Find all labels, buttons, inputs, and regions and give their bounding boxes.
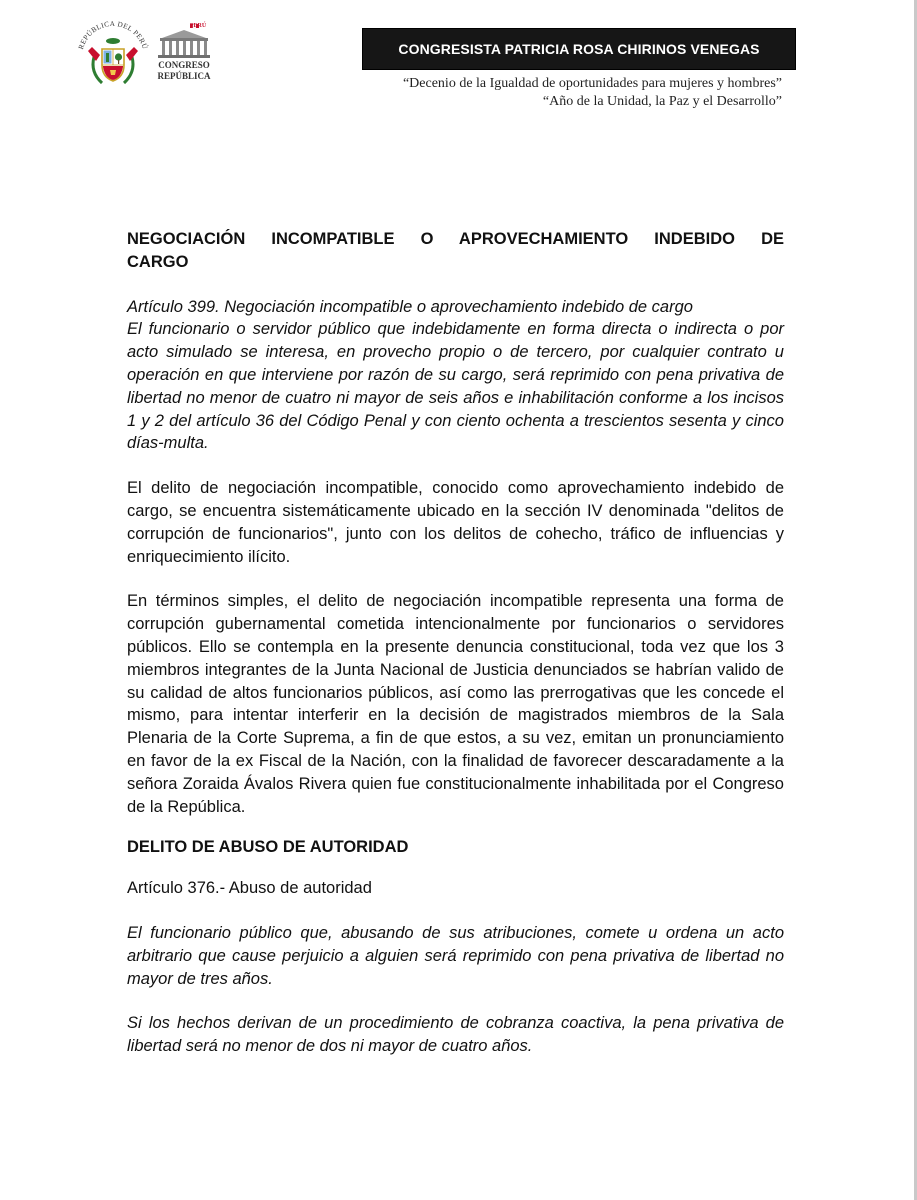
congress-building-icon (152, 24, 216, 58)
section-heading-abuso-autoridad: DELITO DE ABUSO DE AUTORIDAD (127, 838, 409, 857)
article-376-title: Artículo 376.- Abuso de autoridad (127, 879, 372, 898)
paragraph-terminos-simples: En términos simples, el delito de negociación incompatible representa una forma de corrupción gubernamental cometida intencionalmente por funcionarios o servidores públicos. Ello se contempla en la presente denuncia constitucional, toda vez que los 3 miembros integrantes de la Junta Nacional de Justicia denunciados se habrían valido de su calidad de altos funcionarios públicos, así como las prerrogativas que les concede el mismo, para intentar interferir en la decisión de magistrados miembros de la Sala Plenaria de la Corte Suprema, a fin de que estos, a su vez, emitan un pronunciamiento en favor de la ex Fiscal de la Nación, con la finalidad de favorecer descaradamente a la señora Zoraida Ávalos Rivera quien fue constitucionalmente inhabilitada por el Congreso de la República. (127, 592, 784, 816)
congress-logo-line1: CONGRESO (158, 60, 210, 70)
motto-anio: “Año de la Unidad, la Paz y el Desarrollo” (542, 94, 782, 109)
crest-text: REPÚBLICA DEL PERÚ (77, 19, 149, 51)
article-376-text-1: El funcionario público que, abusando de sus atribuciones, comete u ordena un acto arbitrario que cause perjuicio a alguien será reprimido con pena privativa de libertad no mayor de tres años. (127, 923, 784, 988)
article-399-title: Artículo 399. Negociación incompatible o aprovechamiento indebido de cargo (127, 297, 693, 316)
paragraph-delito-negociacion: El delito de negociación incompatible, conocido como aprovechamiento indebido de cargo, se encuentra sistemáticamente ubicado en la sección IV denominada "delitos de corrupción de funcionarios", junto con los delitos de cohecho, tráfico de influencias y enriquecimiento ilícito. (127, 479, 784, 566)
article-376-text-2: Si los hechos derivan de un procedimiento de cobranza coactiva, la pena privativa de libertad será no menor de dos ni mayor de cuatro años. (127, 1014, 784, 1056)
article-399-text: El funcionario o servidor público que indebidamente en forma directa o indirecta o por acto simulado se interesa, en provecho propio o de tercero, por cualquier contrato u operación en que interviene por razón de su cargo, será reprimido con pena privativa de libertad no menor de cuatro ni mayor de seis años e inhabilitación conforme a los incisos 1 y 2 del artículo 36 del Código Penal y con ciento ochenta a trescientos sesenta y cinco días-multa. (127, 320, 784, 453)
congresista-banner (362, 28, 796, 70)
section-heading-negociacion-line2: CARGO (127, 252, 189, 271)
peru-coat-of-arms-logo (72, 17, 154, 89)
document-body (127, 228, 784, 1058)
svg-text:REPÚBLICA DEL PERÚ (77, 20, 151, 51)
banner-text: CONGRESISTA PATRICIA ROSA CHIRINOS VENEGAS (398, 41, 760, 57)
congress-logo-peru: PERÚ (189, 23, 207, 29)
congress-logo-line2: REPÚBLICA (157, 71, 211, 81)
section-heading-negociacion-line1: NEGOCIACIÓN INCOMPATIBLE O APROVECHAMIENTO INDEBIDO DE (127, 230, 784, 248)
congreso-logo (152, 24, 216, 84)
motto-decenio: “Decenio de la Igualdad de oportunidades para mujeres y hombres” (402, 76, 782, 91)
